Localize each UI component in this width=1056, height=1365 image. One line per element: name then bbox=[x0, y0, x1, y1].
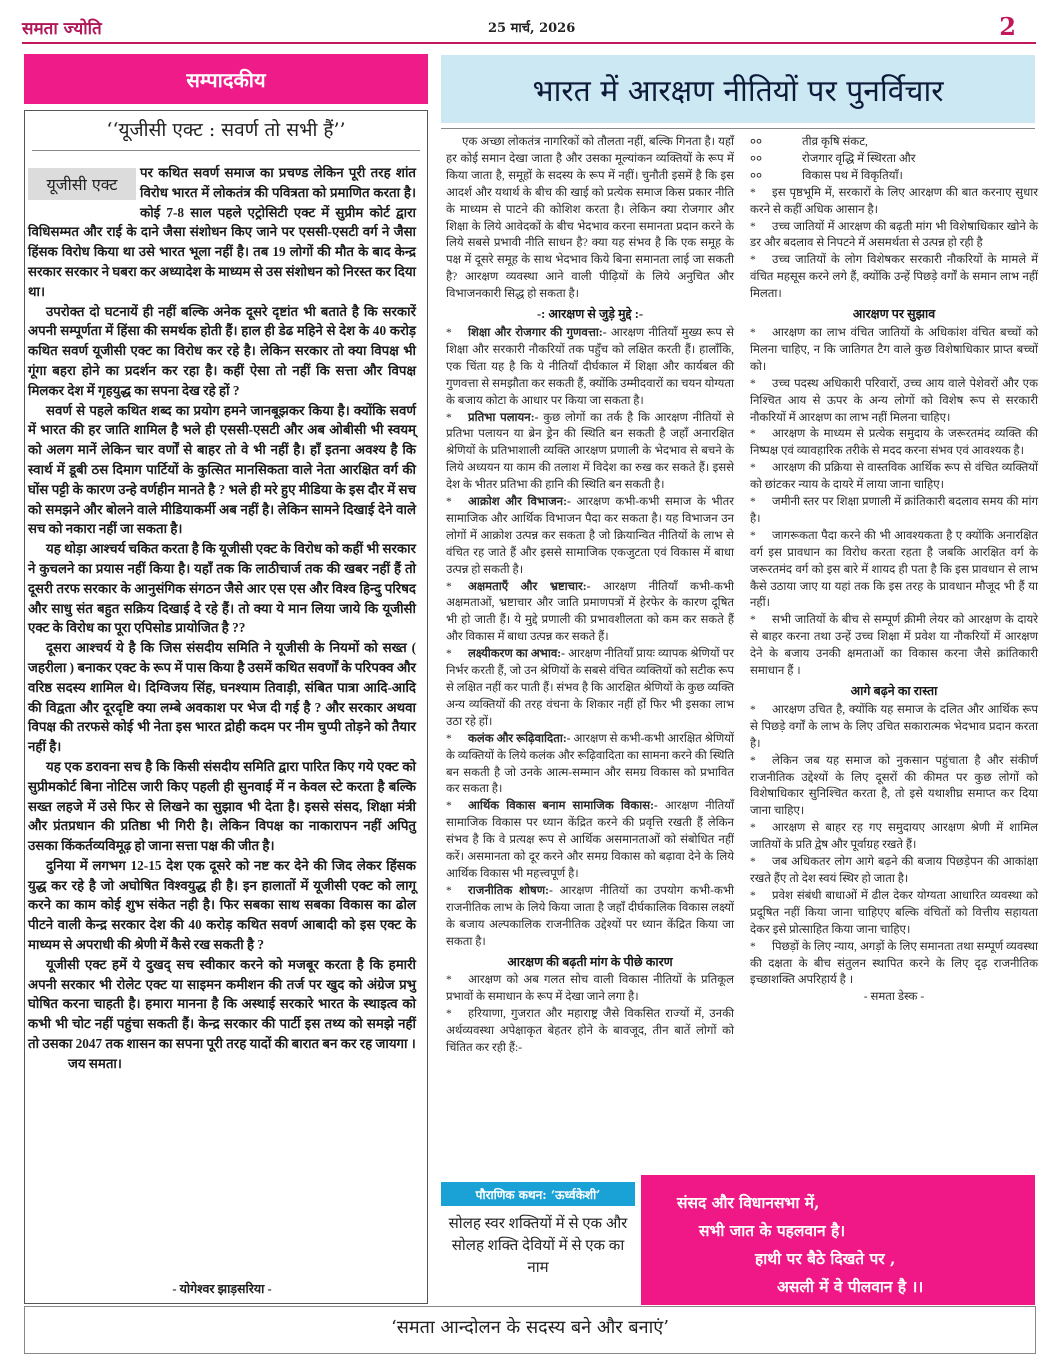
editorial-headline: ‘‘यूजीसी एक्ट : सवर्ण तो सभी हैं’’ bbox=[106, 119, 346, 141]
issue-item: * अक्षमताएँ और भ्रष्टाचार:- आरक्षण नीतियाँ कभी-कभी अक्षमताओं, भ्रष्टाचार और जाति प्रमाणपत्रों में हेरफेर के कारण दूषित भी हो जाती हैं। ये मुद्दे प्रणाली की प्रभावशीलता को कम कर सकते हैं और विकास में बाधा उत्पन्न कर सकते हैं। bbox=[446, 579, 734, 644]
way-forward-heading: आगे बढ़ने का रास्ता bbox=[850, 684, 938, 698]
issues-heading: -: आरक्षण से जुड़े मुद्दे :- bbox=[536, 307, 644, 322]
editorial-paragraph: उपरोक्त दो घटनायें ही नहीं बल्कि अनेक दूसरे दृष्टांत भी बताते है कि सरकारें अपनी सम्पूर्णता में हिंसा की समर्थक होती हैं। हाल ही डेढ महिने से देश के 40 करोड़ कथित सवर्ण यूजीसी एक्ट का विरोध कर रहे है। लेकिन सरकार तो क्या विपक्ष भी गूंगा बहरा होने का प्रदर्शन कर रहा है। कहीं ऐसा तो नहीं कि सत्ता और विपक्ष मिलकर देश में गृहयुद्ध का सपना देख रहे हों ? bbox=[28, 303, 416, 398]
issue-label: अक्षमताएँ और भ्रष्टाचार:- bbox=[468, 579, 591, 593]
editorial-paragraph: दुनिया में लगभग 12-15 देश एक दूसरे को नष्ट कर देने की जिद लेकर हिंसक युद्ध कर रहे है जो अघोषित विश्वयुद्ध ही है। इन हालातों में यूजीसी एक्ट को लागू करने का काम कोई शुभ संकेत नही है। फिर सबका साथ सबका विकास का ढोल पीटने वाली केन्द्र सरकार देश की 40 करोड़ कथित सवर्ण आबादी को इस एक्ट के माध्यम से अपराधी की श्रेणी में कैसे रख सकती है ? bbox=[28, 857, 416, 953]
mythology-tag bbox=[441, 1182, 635, 1206]
editorial-closing: जय समता। bbox=[68, 1055, 122, 1071]
way-forward-item: * आरक्षण से बाहर रह गए समुदायए आरक्षण श्रेणी में शामिल जातियों के प्रति द्वेष और पूर्वाग्रह रखते हैं। bbox=[750, 821, 1038, 852]
masthead bbox=[22, 12, 1036, 42]
suggestion-item: * जागरूकता पैदा करने की भी आवश्यकता है ए क्योंकि अनारक्षित वर्ग इस प्रावधान का विरोध करता रहता है जबकि आरक्षित वर्ग के जरूरतमंद वर्ग को इस बारे में शायद ही पता है कि इस प्रावधान से लाभ कैसे उठाया जाए या यहां तक कि इस तरह के प्रावधान मौजूद भी हैं या नहीं। bbox=[750, 528, 1038, 610]
demand-point: * उच्च जातियों में आरक्षण की बढ़ती मांग भी विशेषाधिकार खोने के डर और बदलाव से निपटने में असमर्थता से उत्पन्न हो रही है bbox=[750, 219, 1038, 250]
masthead-divider bbox=[22, 42, 1036, 44]
issue-text: आरक्षण से कभी-कभी आरक्षित श्रेणियों के व्यक्तियों के लिये कलंक और रूढ़िवादिता का सामना करने की स्थिति बन सकती है जो उनके आत्म-सम्मान और समग्र विकास को प्रभावित कर सकता है। bbox=[446, 731, 734, 796]
mythology-tag-label: पौराणिक कथन: ‘ऊर्ध्वकेशी’ bbox=[475, 1187, 601, 1202]
issue-date: 25 मार्च, 2026 bbox=[488, 21, 576, 36]
issue-label: कलंक और रूढ़िवादिता:- bbox=[468, 731, 571, 745]
article-signature: - समता डेस्क - bbox=[863, 990, 925, 1004]
demand-heading: आरक्षण की बढ़ती मांग के पीछे कारण bbox=[507, 954, 673, 969]
issue-label: आक्रोश और विभाजन:- bbox=[468, 495, 571, 509]
poem-line: असली में वे पीलवान है ।। bbox=[777, 1277, 924, 1296]
article-intro: एक अच्छा लोकतंत्र नागरिकों को तौलता नहीं, बल्कि गिनता है। यहाँ हर कोई समान देखा जाता है और उसका मूल्यांकन व्यक्तियों के रूप में किया जाता है, समूहों के सदस्य के रूप में नहीं। चुनौती इसमें है कि इस आदर्श और यथार्थ के बीच की खाई को प्रत्येक समाज किस प्रकार नीति के माध्यम से पाटने की कोशिश करता है। लेकिन क्या रोजगार और शिक्षा के लिये आवेदकों के बीच भेदभाव करना समानता प्रदान करने के लिये सबसे प्रभावी नीति साधन है? क्या यह संभव है कि एक समूह के पक्ष में दूसरे समूह के साथ भेदभाव किये बिना समानता लाई जा सकती है? आरक्षण व्यवस्था आने वाली पीढ़ियों के लिये अनुचित और विभाजनकारी सिद्ध हो सकता है। bbox=[446, 135, 734, 301]
poem-line: संसद और विधानसभा में, bbox=[677, 1193, 820, 1212]
demand-point: * हरियाणा, गुजरात और महाराष्ट्र जैसे विकसित राज्यों में, उनकी अर्थव्यवस्था अपेक्षाकृत बेहतर होने के बावजूद, तीन बातें लोगों को चिंतित कर रही हैं:- bbox=[446, 1007, 734, 1055]
article-column-2 bbox=[750, 134, 1038, 1006]
headline-divider bbox=[32, 150, 420, 151]
suggestion-item: * जमीनी स्तर पर शिक्षा प्रणाली में क्रांतिकारी बदलाव समय की मांग है। bbox=[750, 495, 1038, 525]
poem-box bbox=[641, 1175, 1035, 1305]
kicker-spacer bbox=[28, 163, 140, 209]
issue-item: * शिक्षा और रोजगार की गुणवत्ता:- आरक्षण नीतियाँ मुख्य रूप से शिक्षा और सरकारी नौकरियों तक पहुँच को लक्षित करती हैं। हालाँकि, एक चिंता यह है कि ये नीतियाँ दीर्घकाल में शिक्षा और कार्यबल की गुणवत्ता से समझौता कर सकती हैं, क्योंकि उम्मीदवारों का चयन योग्यता के बजाय कोटा के आधार पर किया जा सकता है। bbox=[446, 325, 734, 407]
suggestion-item: * सभी जातियों के बीच से सम्पूर्ण क्रीमी लेयर को आरक्षण के दायरे से बाहर करना तथा उन्हें उच्च शिक्षा में प्रवेश या नौकरियों में आरक्षण देने के बजाय उनकी क्षमताओं का विकास करना जैसे क्रांतिकारी समाधान हैं । bbox=[750, 613, 1038, 678]
issue-label: लक्ष्यीकरण का अभाव:- bbox=[468, 647, 565, 661]
editorial-paragraph: पर कथित सवर्ण समाज का प्रचण्ड लेकिन पूरी तरह शांत विरोध भारत में लोकतंत्र की पवित्रता को प्रमाणित करता है। कोई 7-8 साल पहले एट्रोसिटी एक्ट में सुप्रीम कोर्ट द्वारा विधिसम्मत और राई के दाने जैसा संशोधन किए जाने पर एससी-एसटी वर्ग ने जैसा हिंसक विरोध किया था उसे भारत भूला नहीं है। तब 19 लोगों की मौत के बाद केन्द्र सरकार सरकार ने घबरा कर अध्यादेश के माध्यम से उस संशोधन को निरस्त कर दिया था। bbox=[28, 165, 416, 299]
issue-text: कुछ लोगों का तर्क है कि आरक्षण नीतियों से प्रतिभा पलायन या ब्रेन ड्रेन की स्थिति बन सकती है जहाँ अनारक्षित श्रेणियों के प्रतिभाशाली व्यक्ति आरक्षण प्रणाली के भेदभाव से बचने के लिये अध्ययन या काम की तलाश में विदेश का रुख कर सकते हैं। इससे देश के भीतर प्रतिभा की हानि की स्थिति बन सकती है। bbox=[446, 410, 734, 492]
issue-label: प्रतिभा पलायन:- bbox=[468, 410, 539, 424]
way-forward-item: * पिछड़ों के लिए न्याय, अगड़ों के लिए समानता तथा सम्पूर्ण व्यवस्था की दक्षता के बीच संतुलन स्थापित करने के लिए दृढ़ राजनीतिक इच्छाशक्ति अपरिहार्य है । bbox=[750, 939, 1038, 987]
way-forward-item: * आरक्षण उचित है, क्योंकि यह समाज के दलित और आर्थिक रूप से पिछड़े वर्गों के लाभ के लिए उचित सकारात्मक भेदभाव प्रदान करता है। bbox=[750, 702, 1038, 750]
demand-point: * आरक्षण को अब गलत सोच वाली विकास नीतियों के प्रतिकूल प्रभावों के समाधान के रूप में देखा जाने लगा है। bbox=[446, 973, 734, 1004]
paper-name: समता ज्योति bbox=[22, 19, 102, 39]
issue-item: * कलंक और रूढ़िवादिता:- आरक्षण से कभी-कभी आरक्षित श्रेणियों के व्यक्तियों के लिये कलंक और रूढ़िवादिता का सामना करने की स्थिति बन सकती है जो उनके आत्म-सम्मान और समग्र विकास को प्रभावित कर सकता है। bbox=[446, 731, 734, 796]
editorial-kicker: यूजीसी एक्ट bbox=[28, 168, 136, 200]
demand-point: * इस पृष्ठभूमि में, सरकारों के लिए आरक्षण की बात करनाए सुधार करने से कहीं अधिक आसान है। bbox=[750, 185, 1038, 216]
issue-item: * आक्रोश और विभाजन:- आरक्षण कभी-कभी समाज के भीतर सामाजिक और आर्थिक विभाजन पैदा कर सकता है। यह विभाजन उन लोगों में आक्रोश उत्पन्न कर सकता है जो क्रियान्वित नीतियों के लाभ से वंचित रह जाते हैं और इससे सामाजिक एकजुटता एवं विकास में बाधा उत्पन्न हो सकती है। bbox=[446, 495, 734, 576]
way-forward-item: * प्रवेश संबंधी बाधाओं में ढील देकर योग्यता आधारित व्यवस्था को प्रदूषित नहीं किया जाना चाहिएए बल्कि वंचितों को वित्तीय सहायता देकर इसे प्रोत्साहित किया जाना चाहिए। bbox=[750, 888, 1038, 936]
issue-item: * लक्ष्यीकरण का अभाव:- आरक्षण नीतियाँ प्रायः व्यापक श्रेणियों पर निर्भर करती हैं, जो उन श्रेणियों के सबसे वंचित व्यक्तियों को सटीक रूप से लक्षित नहीं कर पाती हैं। संभव है कि आरक्षित श्रेणियों के कुछ व्यक्ति अन्य व्यक्तियों की तरह वंचना के शिकार नहीं होंं फिर भी इसका लाभ उठा रहे हों। bbox=[446, 647, 734, 728]
editorial-paragraph: यूजीसी एक्ट हमें ये दुखद् सच स्वीकार करने को मजबूर करता है कि हमारी अपनी सरकार भी रोलेट एक्ट या साइमन कमीशन की तर्ज पर खुद को अंग्रेज प्रभु घोषित करना चाहती है। हमारा मानना है कि अस्थाई सरकारे भारत के स्थाइत्व को कभी भी चोट नहीं पहुंचा सकती हैं। केन्द्र सरकार की पार्टी इस तथ्य को समझे नहीं तो उसका 2047 तक शासन का सपना पूरी तरह यादों की बारात बन कर रह जायगा । bbox=[28, 956, 416, 1052]
page-number: 2 bbox=[999, 12, 1016, 41]
concern-item: ०० विकास पथ में विकृतियाँ। bbox=[750, 168, 903, 182]
suggestion-item: * आरक्षण की प्रक्रिया से वास्तविक आर्थिक रूप से वंचित व्यक्तियों को छांटकर न्याय के दायरे में लाया जाना चाहिए। bbox=[750, 461, 1038, 492]
issue-text: आरक्षण नीतियाँ सामाजिक विकास पर ध्यान केंद्रित करने की प्रवृत्ति रखती हैं लेकिन संभव है कि वे प्रत्यक्ष रूप से आर्थिक असमानताओं को संबोधित नहीं करें। असमानता को दूर करने और समग्र विकास को बढ़ावा देने के लिये आर्थिक विकास भी महत्त्वपूर्ण है। bbox=[446, 799, 734, 880]
issue-label: शिक्षा और रोजगार की गुणवत्ता:- bbox=[468, 325, 607, 339]
issue-label: राजनीतिक शोषण:- bbox=[468, 883, 553, 897]
suggestion-item: * उच्च पदस्थ अधिकारी परिवारों, उच्च आय वाले पेशेवरों और एक निश्चित आय से ऊपर के अन्य लोगों को विशेष रूप से सरकारी नौकरियों में आरक्षण का लाभ नहीं मिलना चाहिए। bbox=[750, 376, 1038, 424]
suggestion-item: * आरक्षण के माध्यम से प्रत्येक समुदाय के जरूरतमंद व्यक्ति की निष्पक्ष एवं व्यावहारिक तरीके से मदद करना संभव एवं आवश्यक है। bbox=[750, 427, 1038, 458]
suggestion-item: * आरक्षण का लाभ वंचित जातियों के अधिकांश वंचित बच्चों को मिलना चाहिए, न कि जातिगत टैग वाले कुछ विशेषाधिकार प्राप्त बच्चों को। bbox=[750, 325, 1038, 373]
demand-point: * उच्च जातियों के लोग विशेषकर सरकारी नौकरियों के मामले में वंचित महसूस करने लगे हैं, क्योंकि उन्हें पिछड़े वर्गों के समान लाभ नहीं मिलता। bbox=[750, 253, 1038, 301]
footer-slogan: ‘समता आन्दोलन के सदस्य बने और बनाएं’ bbox=[391, 1317, 669, 1338]
issue-item: * प्रतिभा पलायन:- कुछ लोगों का तर्क है कि आरक्षण नीतियों से प्रतिभा पलायन या ब्रेन ड्रेन की स्थिति बन सकती है जहाँ अनारक्षित श्रेणियों के प्रतिभाशाली व्यक्ति आरक्षण प्रणाली के भेदभाव से बचने के लिये अध्ययन या काम की तलाश में विदेश का रुख कर सकते हैं। इससे देश के भीतर प्रतिभा की हानि की स्थिति बन सकती है। bbox=[446, 410, 734, 492]
concern-item: ०० तीव्र कृषि संकट, bbox=[750, 135, 868, 148]
issue-text: आरक्षण कभी-कभी समाज के भीतर सामाजिक और आर्थिक विभाजन पैदा कर सकता है। यह विभाजन उन लोगों में आक्रोश उत्पन्न कर सकता है जो क्रियान्वित नीतियों के लाभ से वंचित रह जाते हैं और इससे सामाजिक एकजुटता एवं विकास में बाधा उत्पन्न हो सकती है। bbox=[446, 495, 734, 576]
issue-text: आरक्षण नीतियाँ मुख्य रूप से शिक्षा और सरकारी नौकरियों तक पहुँच को लक्षित करती हैं। हालाँकि, एक चिंता यह है कि ये नीतियाँ दीर्घकाल में शिक्षा और कार्यबल की गुणवत्ता से समझौता कर सकती हैं, क्योंकि उम्मीदवारों का चयन योग्यता के बजाय कोटा के आधार पर किया जा सकता है। bbox=[446, 325, 734, 407]
poem-line: सभी जात के पहलवान है। bbox=[699, 1221, 846, 1240]
issue-text: आरक्षण नीतियों का उपयोग कभी-कभी राजनीतिक लाभ के लिये किया जाता है जहाँ दीर्घकालिक विकास लक्ष्यों के बजाय अल्पकालिक राजनीतिक उद्देश्यों पर ध्यान केंद्रित किया जा सकता है। bbox=[446, 883, 735, 948]
poem-line: हाथी पर बैठे दिखते पर , bbox=[755, 1249, 896, 1268]
way-forward-item: * जब अधिकतर लोग आगे बढ़ने की बजाय पिछड़ेपन की आकांक्षा रखते हैंए तो देश स्वयं स्थिर हो जाता है। bbox=[750, 855, 1038, 885]
article-column-1 bbox=[446, 134, 734, 1057]
mythology-text: सोलह स्वर शक्तियों में से एक और सोलह शक्ति देवियों में से एक का नाम bbox=[448, 1216, 628, 1276]
footer-slogan-box bbox=[24, 1306, 1036, 1354]
editorial-banner bbox=[24, 54, 428, 104]
issue-label: आर्थिक विकास बनाम सामाजिक विकास:- bbox=[468, 799, 658, 813]
editorial-banner-label: सम्पादकीय bbox=[186, 67, 266, 92]
editorial-paragraph: सवर्ण से पहले कथित शब्द का प्रयोग हमने जानबूझकर किया है। क्योंकि सवर्ण में भारत की हर जाति शामिल है भले ही एससी-एसटी और अब ओबीसी भी स्वयम् को अलग मानें लेकिन चार वर्णों से बाहर तो वे भी नहीं है। हाँ इतना अवश्य है कि स्वार्थ में डूबी ठस दिमाग पार्टियों के कुत्सित मानसिकता वाले नेता आरक्षित वर्ग की घोंस पट्टी के कारण उन्हे वर्णहीन मानते है ? भले ही मरे हुए मीडिया के इस दौर में सच को समझने और बोलने वाले मीडियाकर्मी अब नहीं है। लेकिन सामने दिखाई देने वाले सच को नकारा नहीं जा सकता है। bbox=[28, 402, 416, 537]
editorial-author: - योगेश्वर झाड़सरिया - bbox=[172, 1282, 272, 1296]
issue-text: आरक्षण नीतियाँ प्रायः व्यापक श्रेणियों पर निर्भर करती हैं, जो उन श्रेणियों के सबसे वंचित व्यक्तियों को सटीक रूप से लक्षित नहीं कर पाती हैं। संभव है कि आरक्षित श्रेणियों के कुछ व्यक्ति अन्य व्यक्तियों की तरह वंचना के शिकार नहीं होंं फिर भी इसका लाभ उठा रहे हों। bbox=[446, 647, 734, 728]
issue-item: * आर्थिक विकास बनाम सामाजिक विकास:- आरक्षण नीतियाँ सामाजिक विकास पर ध्यान केंद्रित करने की प्रवृत्ति रखती हैं लेकिन संभव है कि वे प्रत्यक्ष रूप से आर्थिक असमानताओं को संबोधित नहीं करें। असमानता को दूर करने और समग्र विकास को बढ़ावा देने के लिये आर्थिक विकास भी महत्त्वपूर्ण है। bbox=[446, 799, 734, 880]
editorial-paragraph: यह एक डरावना सच है कि किसी संसदीय समिति द्वारा पारित किए गये एक्ट को सुप्रीमकोर्ट बिना नोटिस जारी किए पहली ही सुनवाई में न केवल स्टे करता है बल्कि सख्त लहजे में उसे फिर से लिखने का सुझाव भी देता है। इससे संसद, शिक्षा मंत्री और प्रंतप्रधान की प्रतिष्ठा भी गिरी है। लेकिन विपक्ष का नाकारापन नहीं अपितु उसका किंकर्तव्यविमूढ़ हो जाना सत्ता पक्ष की जीत है। bbox=[28, 758, 416, 854]
issue-item: * राजनीतिक शोषण:- आरक्षण नीतियों का उपयोग कभी-कभी राजनीतिक लाभ के लिये किया जाता है जहाँ दीर्घकालिक विकास लक्ष्यों के बजाय अल्पकालिक राजनीतिक उद्देश्यों पर ध्यान केंद्रित किया जा सकता है। bbox=[446, 883, 735, 948]
article-title: भारत में आरक्षण नीतियों पर पुनर्विचार bbox=[532, 73, 944, 109]
way-forward-item: * लेकिन जब यह समाज को नुकसान पहुंचाता है और संकीर्ण राजनीतिक उद्देश्यों के लिए दूसरों की कीमत पर कुछ लोगों को विशेषाधिकार सुनिश्चित करता है, तो इसे यथाशीघ्र समाप्त कर दिया जाना चाहिए। bbox=[750, 753, 1038, 818]
editorial-paragraph: यह थोड़ा आश्चर्य चकित करता है कि यूजीसी एक्ट के विरोध को कहीं भी सरकार ने कुचलने का प्रयास नहीं किया है। यहाँ तक कि लाठीचार्ज तक की खबर नहीं हैं तो दूसरी तरफ सरकार के आनुसंगिक संगठन जैसे आर एस एस और विश्व हिन्दु परिषद और साधु संत बहुत सक्रिय दिखाई दे रहे हैं। तो क्या ये मान लिया जाये कि यूजीसी एक्ट के विरोध का पूरा एपिसोड प्रायोजित है ?? bbox=[28, 541, 416, 636]
editorial-body bbox=[28, 163, 416, 1074]
editorial-paragraph: दूसरा आश्चर्य ये है कि जिस संसदीय समिति ने यूजीसी के नियमों को सख्त ( जहरीला ) बनाकर एक्ट के रूप में पास किया है उसमें कथित सवर्णों के परिपक्व और वरिष्ठ सदस्य शामिल थे। दिग्विजय सिंह, घनश्याम तिवाड़ी, संबित पात्रा आदि-आदि की विद्वता और दूरदृष्टि क्या लम्बे अवकाश पर भेज दी गई है ? और सरकार अथवा विपक्ष की तरफसे कोई भी नेता इस भारत द्रोही कदम पर नीम चुप्पी तोड़ने को तैयार नहीं है। bbox=[28, 640, 416, 755]
issue-text: आरक्षण नीतियाँ कभी-कभी अक्षमताओं, भ्रष्टाचार और जाति प्रमाणपत्रों में हेरफेर के कारण दूषित भी हो जाती हैं। ये मुद्दे प्रणाली की प्रभावशीलता को कम कर सकते हैं और विकास में बाधा उत्पन्न कर सकते हैं। bbox=[446, 579, 734, 644]
suggestions-heading: आरक्षण पर सुझाव bbox=[852, 307, 936, 322]
article-title-box bbox=[441, 55, 1035, 123]
concern-item: ०० रोजगार वृद्धि में स्थिरता और bbox=[750, 151, 916, 165]
